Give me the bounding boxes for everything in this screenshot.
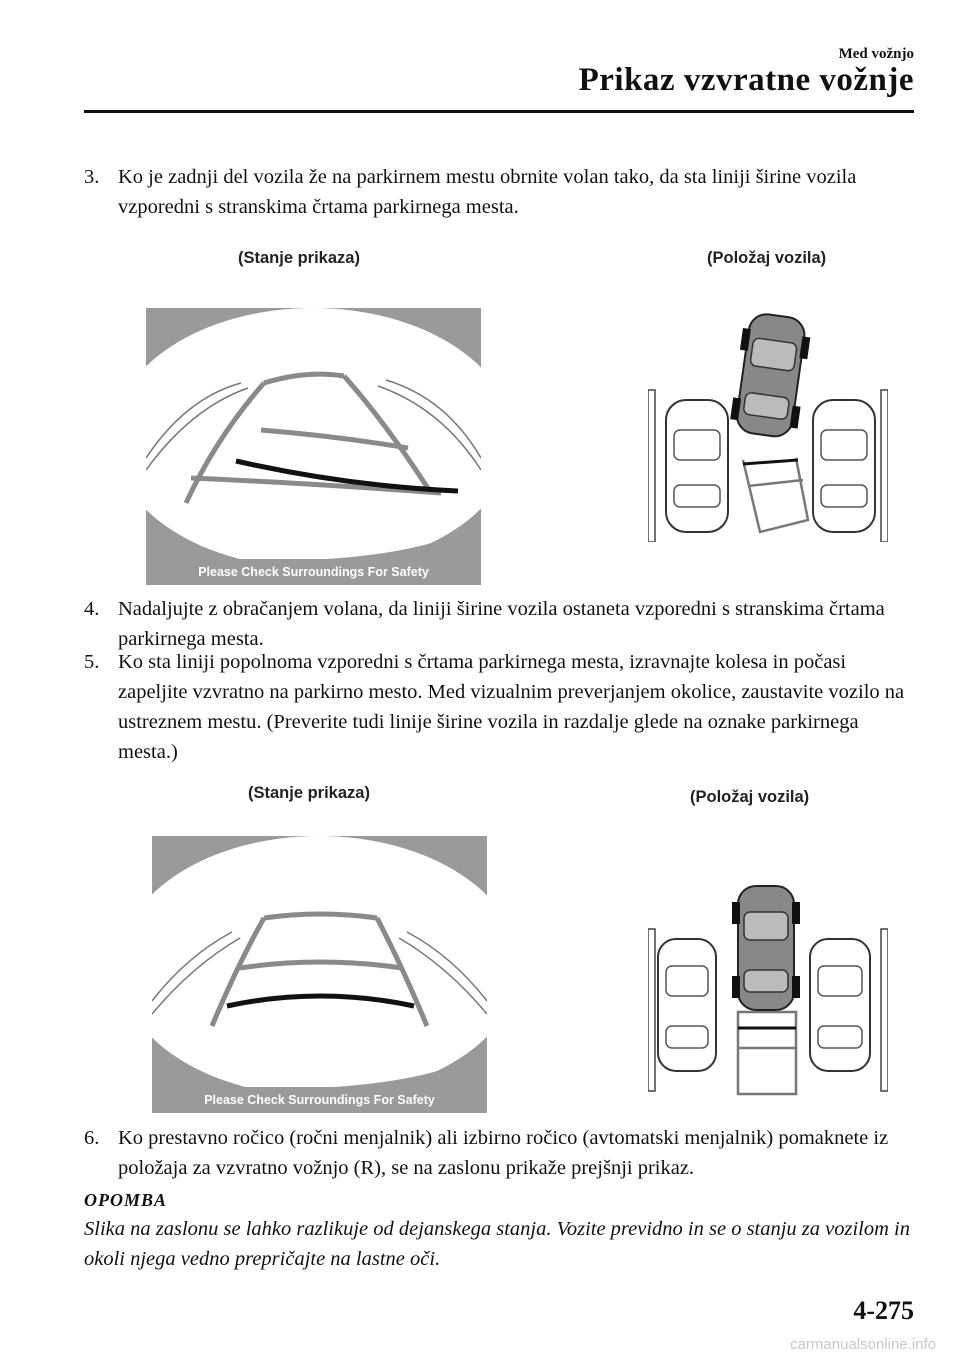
display-caption-2: (Stanje prikaza) (248, 784, 370, 802)
camera-display-1 (146, 308, 481, 585)
parking-position-diagram-2 (648, 884, 888, 1096)
safety-banner: Please Check Surroundings For Safety (146, 559, 481, 585)
step-number: 4. (84, 598, 100, 620)
step-5 (84, 647, 914, 767)
step-text: Ko je zadnji del vozila že na parkirnem mestu obrnite volan tako, da sta liniji širine vozila vzporedni s stranskima črtama parkirnega mesta. (118, 166, 857, 218)
vehicle-position-graphic (648, 310, 888, 542)
step-6 (84, 1123, 914, 1183)
page-title: Prikaz vzvratne vožnje (578, 62, 914, 98)
display-caption-1: (Stanje prikaza) (238, 249, 360, 267)
step-text: Ko sta liniji popolnoma vzporedni s črtama parkirnega mesta, izravnajte kolesa in počasi zapeljite vzvratno na parkirno mesto. Med vizualnim preverjanjem okolice, zaustavite vozilo na ustreznem mestu. (Preverite tudi linije širine vozila in razdalje glede na oznake parkirnega mesta.) (118, 651, 905, 763)
position-caption-2: (Položaj vozila) (690, 788, 810, 806)
note-text: Slika na zaslonu se lahko razlikuje od dejanskega stanja. Vozite previdno in se o stanju za vozilom in okoli njega vedno prepričajte na lastne oči. (84, 1218, 911, 1270)
safety-banner: Please Check Surroundings For Safety (152, 1087, 487, 1113)
section-label: Med vožnjo (838, 46, 914, 62)
page-number: 4-275 (853, 1296, 914, 1325)
step-text: Nadaljujte z obračanjem volana, da liniji širine vozila ostaneta vzporedni s stranskima črtama parkirnega mesta. (118, 598, 885, 650)
step-4 (84, 594, 914, 654)
camera-view-graphic (152, 836, 487, 1113)
step-number: 5. (84, 651, 100, 673)
note-heading: OPOMBA (84, 1190, 168, 1210)
parking-position-diagram-1 (648, 310, 888, 542)
camera-view-graphic (146, 308, 481, 585)
watermark: carmanualsonline.info (790, 1336, 936, 1353)
step-number: 3. (84, 166, 100, 188)
step-3 (84, 162, 914, 222)
position-caption-1: (Položaj vozila) (707, 249, 827, 267)
header-rule (84, 110, 914, 113)
camera-display-2 (152, 836, 487, 1113)
step-text: Ko prestavno ročico (ročni menjalnik) ali izbirno ročico (avtomatski menjalnik) pomaknete iz položaja za vzvratno vožnjo (R), se na zaslonu prikaže prejšnji prikaz. (118, 1127, 889, 1179)
step-number: 6. (84, 1127, 100, 1149)
vehicle-position-graphic (648, 884, 888, 1096)
